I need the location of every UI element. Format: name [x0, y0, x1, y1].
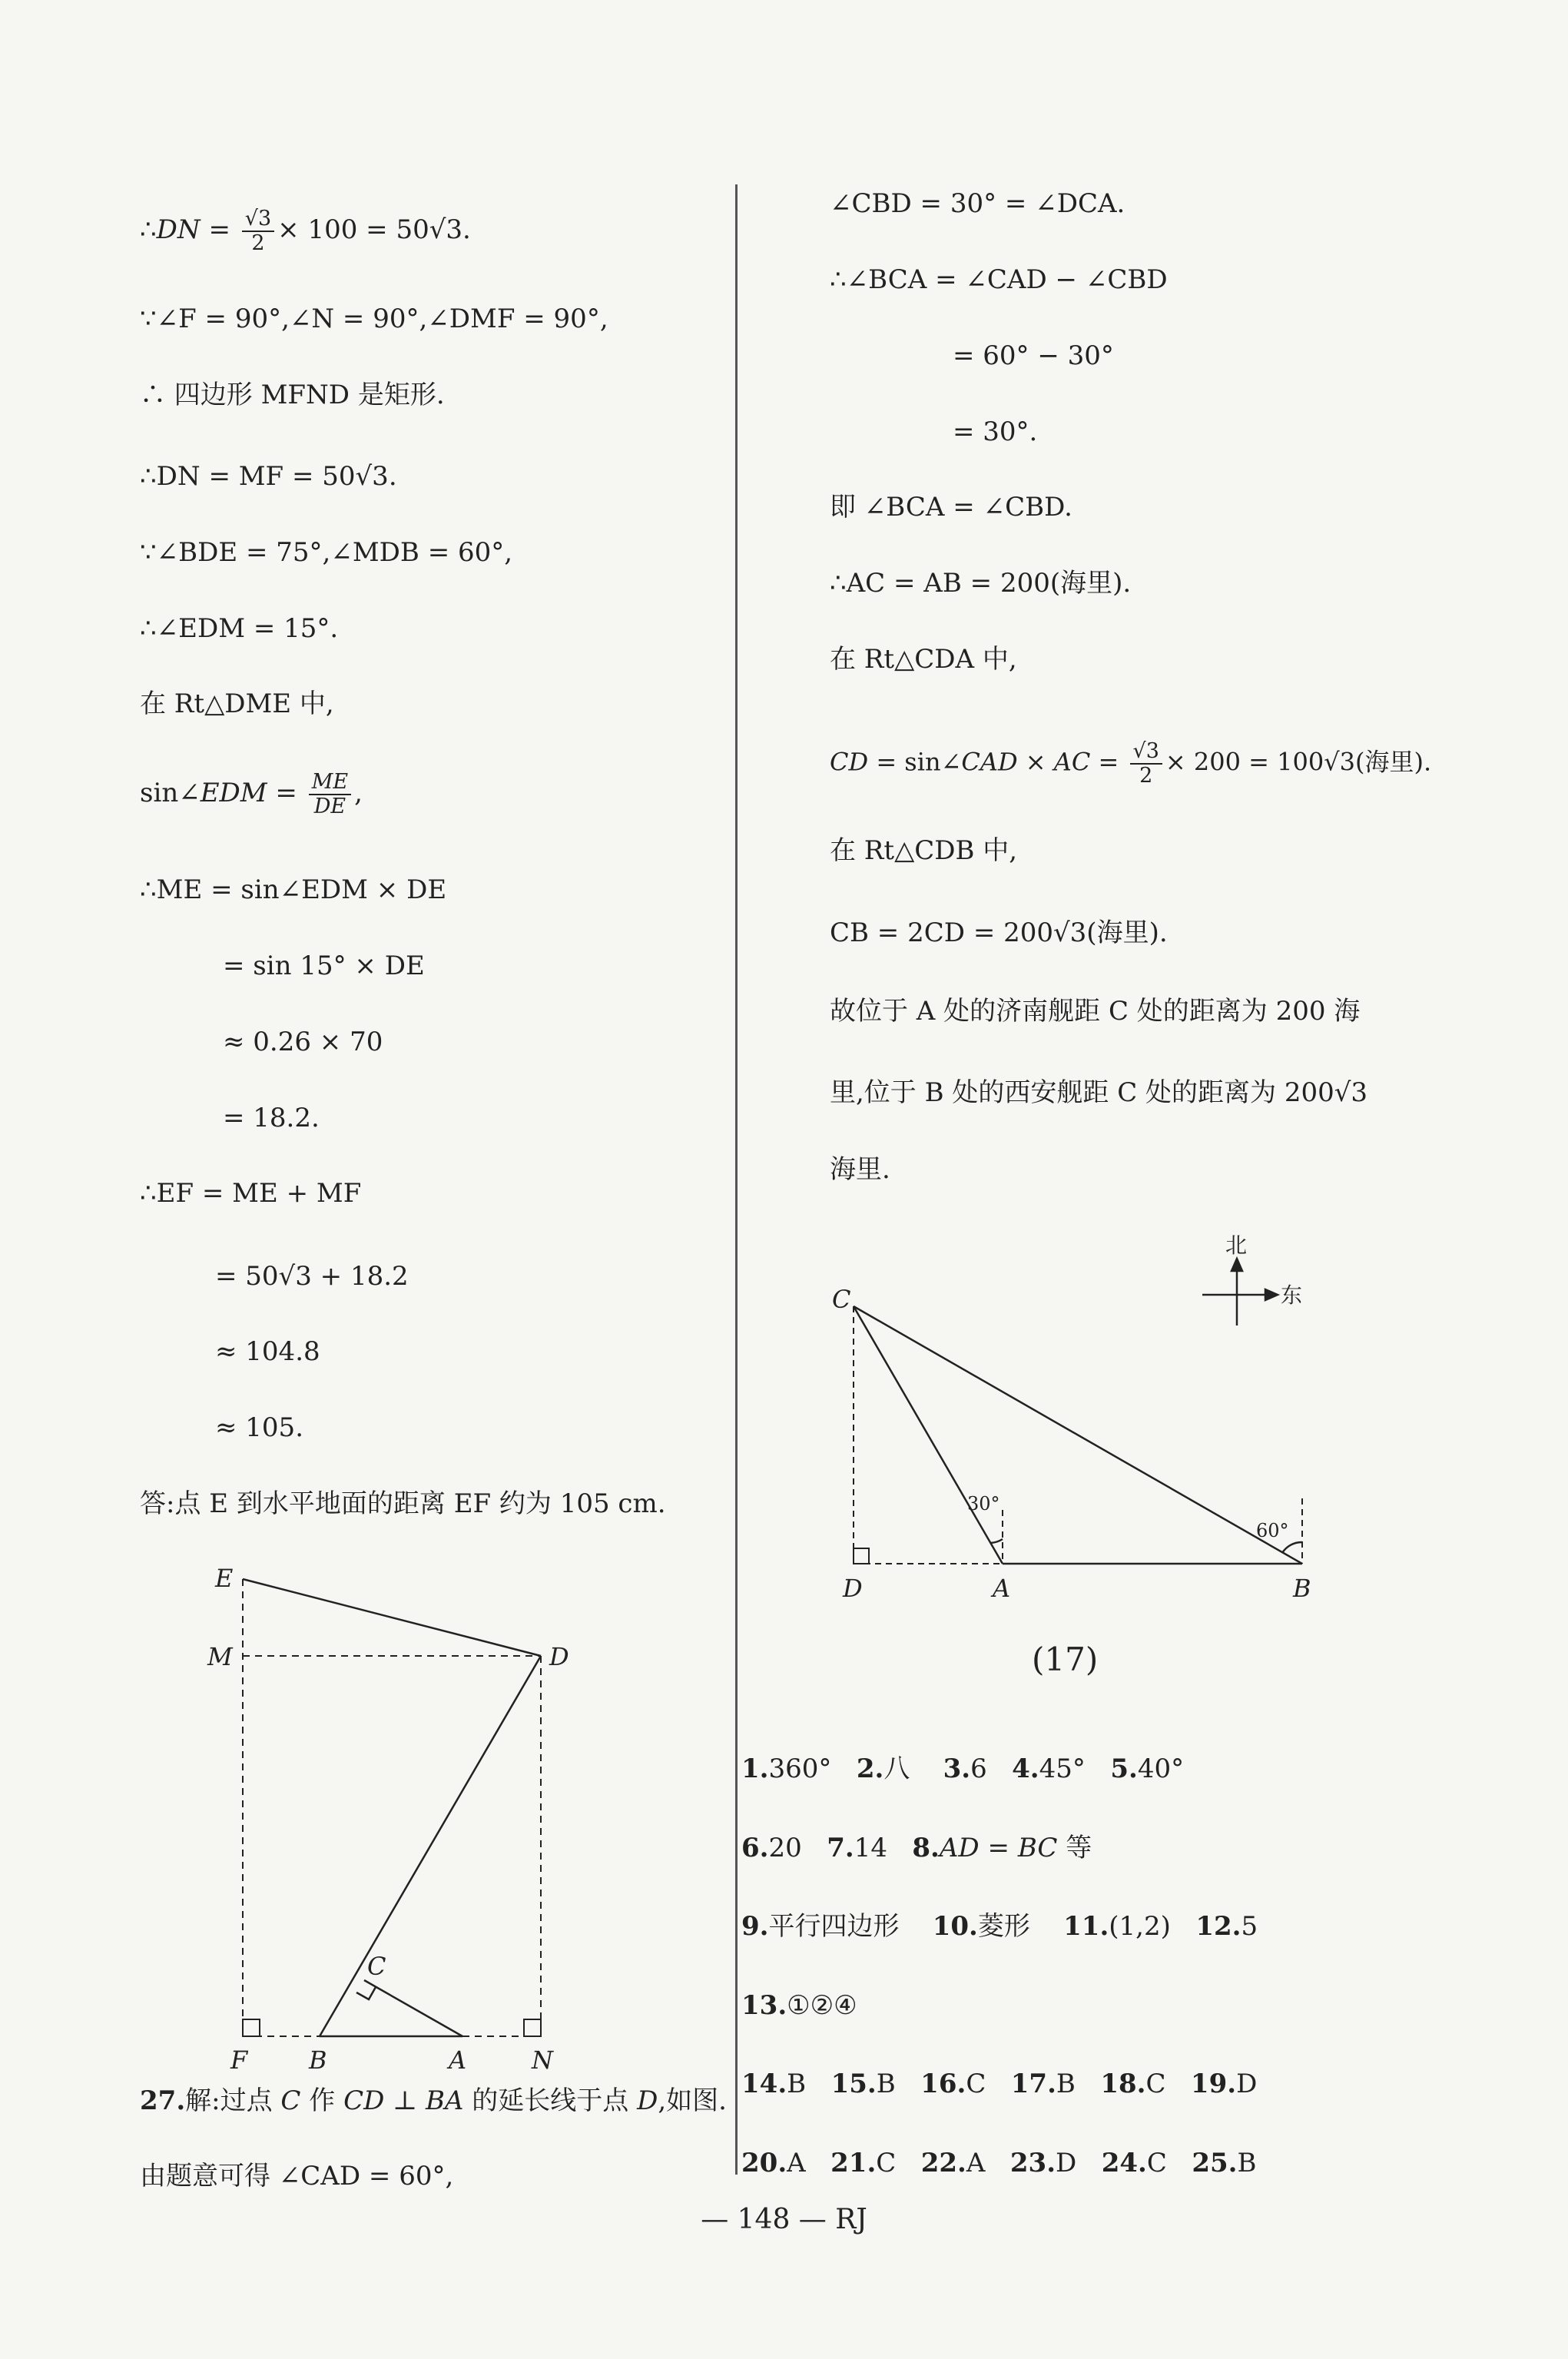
- right-line-1: ∠CBD = 30° = ∠DCA.: [830, 188, 1125, 219]
- label-M: M: [207, 1642, 233, 1671]
- column-divider: [735, 184, 738, 2175]
- left-line-19: 由题意可得 ∠CAD = 60°,: [140, 2161, 454, 2191]
- answers-line-1: 1.360° 2.八 3.6 4.45° 5.40°: [741, 1753, 1185, 1784]
- label-A-right: A: [993, 1574, 1011, 1603]
- left-line-15: ≈ 104.8: [215, 1336, 320, 1367]
- left-line-2: ∵∠F = 90°,∠N = 90°,∠DMF = 90°,: [140, 304, 608, 334]
- figure-right: [826, 1222, 1379, 1621]
- label-C: C: [367, 1952, 386, 1981]
- answers-line-2: 6.20 7.14 8.AD = BC 等: [741, 1833, 1092, 1863]
- figure-left: [192, 1544, 576, 2075]
- edition-tag: RJ: [835, 2204, 867, 2235]
- section-title: (17): [1032, 1641, 1099, 1678]
- left-line-17: 答:点 E 到水平地面的距离 EF 约为 105 cm.: [140, 1488, 666, 1519]
- right-line-3: = 60° − 30°: [953, 340, 1114, 371]
- angle-a-label: 30°: [967, 1493, 1000, 1515]
- left-line-12: = 18.2.: [223, 1103, 320, 1133]
- label-B: B: [309, 2045, 327, 2075]
- compass-north-label: 北: [1225, 1233, 1248, 1258]
- angle-b-label: 60°: [1256, 1520, 1289, 1541]
- left-line-10: = sin 15° × DE: [223, 951, 425, 981]
- left-line-18: 27.解:过点 C 作 CD ⊥ BA 的延长线于点 D,如图.: [140, 2085, 727, 2116]
- left-line-7: 在 Rt△DME 中,: [140, 688, 334, 719]
- page-number: 148: [737, 2204, 791, 2235]
- right-line-12: 里,位于 B 处的西安舰距 C 处的距离为 200√3: [830, 1077, 1368, 1108]
- right-line-10: CB = 2CD = 200√3(海里).: [830, 917, 1168, 948]
- compass-east-label: 东: [1281, 1282, 1303, 1308]
- right-line-6: ∴AC = AB = 200(海里).: [830, 568, 1132, 599]
- left-line-1: ∴DN = $\frac{√3}{2}$ × 100 = 50√3.: [140, 207, 471, 255]
- left-line-9: ∴ME = sin∠EDM × DE: [140, 874, 447, 905]
- right-line-5: 即 ∠BCA = ∠CBD.: [830, 492, 1072, 523]
- label-D: D: [549, 1642, 569, 1671]
- left-line-13: ∴EF = ME + MF: [140, 1178, 362, 1209]
- right-line-8: CD = sin∠CAD × AC = $\frac{√3}{2}$ × 200 = 100√3(海里).: [830, 739, 1432, 788]
- left-line-11: ≈ 0.26 × 70: [223, 1027, 383, 1057]
- left-line-6: ∴∠EDM = 15°.: [140, 613, 339, 644]
- right-line-9: 在 Rt△CDB 中,: [830, 835, 1018, 866]
- answers-line-4: 13.①②④: [741, 1990, 857, 2021]
- right-line-2: ∴∠BCA = ∠CAD − ∠CBD: [830, 264, 1168, 295]
- left-line-3: ∴ 四边形 MFND 是矩形.: [140, 380, 445, 410]
- answers-line-5: 14.B 15.B 16.C 17.B 18.C 19.D: [741, 2069, 1258, 2099]
- left-line-8: sin∠EDM = $\frac{ME}{DE}$ ,: [140, 770, 363, 818]
- label-D-right: D: [843, 1574, 863, 1603]
- left-line-4: ∴DN = MF = 50√3.: [140, 461, 397, 492]
- right-line-13: 海里.: [830, 1154, 890, 1185]
- compass-icon: [1202, 1259, 1278, 1325]
- left-line-14: = 50√3 + 18.2: [215, 1261, 409, 1292]
- answers-line-3: 9.平行四边形 10.菱形 11.(1,2) 12.5: [741, 1911, 1258, 1942]
- left-line-16: ≈ 105.: [215, 1412, 303, 1443]
- answers-line-6: 20.A 21.C 22.A 23.D 24.C 25.B: [741, 2148, 1257, 2178]
- label-F: F: [230, 2045, 248, 2075]
- right-line-4: = 30°.: [953, 416, 1038, 447]
- left-line-5: ∵∠BDE = 75°,∠MDB = 60°,: [140, 537, 513, 568]
- right-line-11: 故位于 A 处的济南舰距 C 处的距离为 200 海: [830, 996, 1361, 1027]
- label-B-right: B: [1293, 1574, 1311, 1603]
- page-footer: — 148 — RJ: [701, 2204, 867, 2235]
- label-C-right: C: [832, 1285, 851, 1314]
- right-line-7: 在 Rt△CDA 中,: [830, 644, 1017, 675]
- label-E: E: [215, 1564, 234, 1593]
- label-N: N: [532, 2045, 553, 2075]
- label-A: A: [449, 2045, 467, 2075]
